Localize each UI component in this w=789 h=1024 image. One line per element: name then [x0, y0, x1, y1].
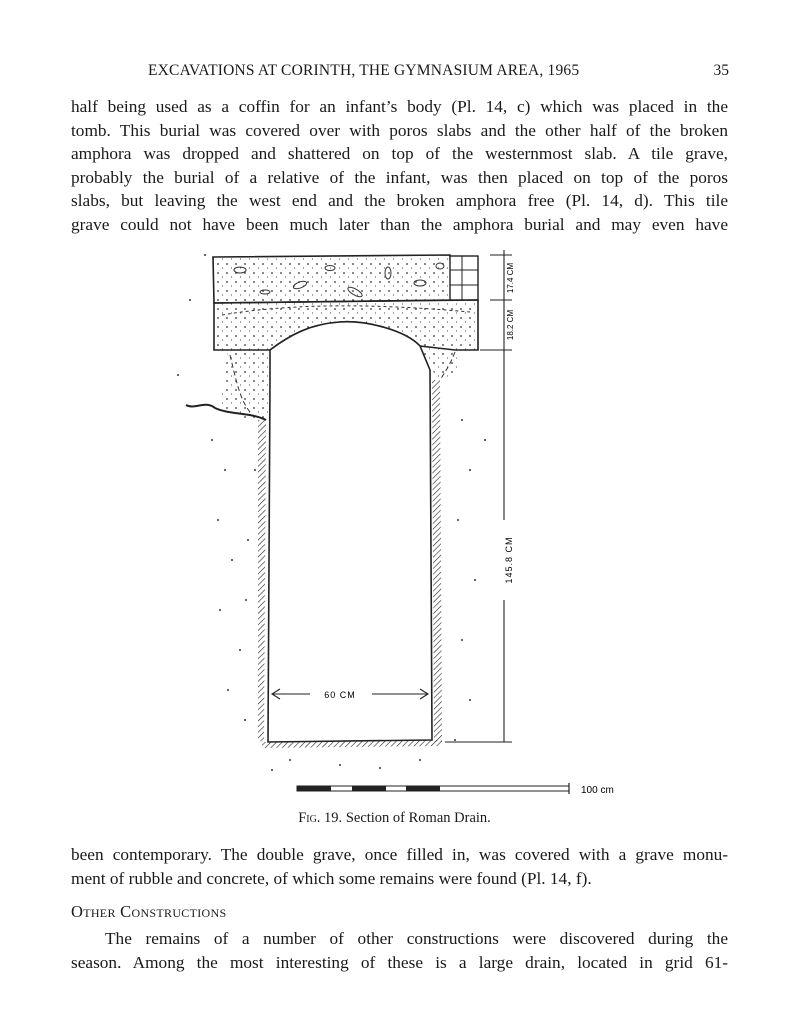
- top-slab: [213, 255, 452, 303]
- text-line: The remains of a number of other constructions were discovered during the: [105, 929, 728, 948]
- text-line: ment of rubble and concrete, of which some remains were found (Pl. 14, f).: [71, 868, 592, 888]
- caption-text: Section of Roman Drain.: [345, 810, 491, 826]
- page-number: 35: [713, 62, 729, 79]
- text-line: probably the burial of a relative of the infant, was then placed on top of the poros: [71, 167, 728, 187]
- scale-bar: [297, 783, 569, 794]
- scale-label: 100 cm: [581, 785, 614, 796]
- caption-prefix: Fig. 19.: [298, 810, 343, 826]
- text-line: season. Among the most interesting of these is a large drain, located in grid 61-: [71, 952, 728, 972]
- text-line: tomb. This burial was covered over with poros slabs and the other half of the broken: [71, 120, 728, 140]
- figure-caption: [0, 810, 789, 827]
- running-header-title: EXCAVATIONS AT CORINTH, THE GYMNASIUM AREA, 1965: [148, 62, 580, 79]
- section-heading: Other Constructions: [71, 902, 227, 921]
- tile-block: [450, 256, 478, 300]
- left-wall: [186, 350, 270, 742]
- dimension-top-slab: 17.4 CM: [506, 262, 515, 294]
- text-line: grave could not have been much later than the amphora burial and may even have: [71, 214, 728, 234]
- text-line: half being used as a coffin for an infant’s body (Pl. 14, c) which was placed in the: [71, 97, 728, 116]
- paragraph-middle: [71, 843, 728, 890]
- paragraph-bottom: [71, 927, 728, 974]
- text-line: amphora was dropped and shattered on top of the westernmost slab. A tile grave,: [71, 144, 728, 164]
- text-line: been contemporary. The double grave, once filled in, was covered with a grave monu-: [71, 845, 728, 864]
- text-line: slabs, but leaving the west end and the broken amphora free (Pl. 14, d). This tile: [71, 191, 728, 211]
- dimension-drain-width: 60 CM: [324, 690, 356, 700]
- dimension-drain-height: 145.8 CM: [504, 536, 514, 584]
- drain-opening: [268, 322, 432, 742]
- dimension-lower-slab: 18.2 CM: [506, 309, 515, 341]
